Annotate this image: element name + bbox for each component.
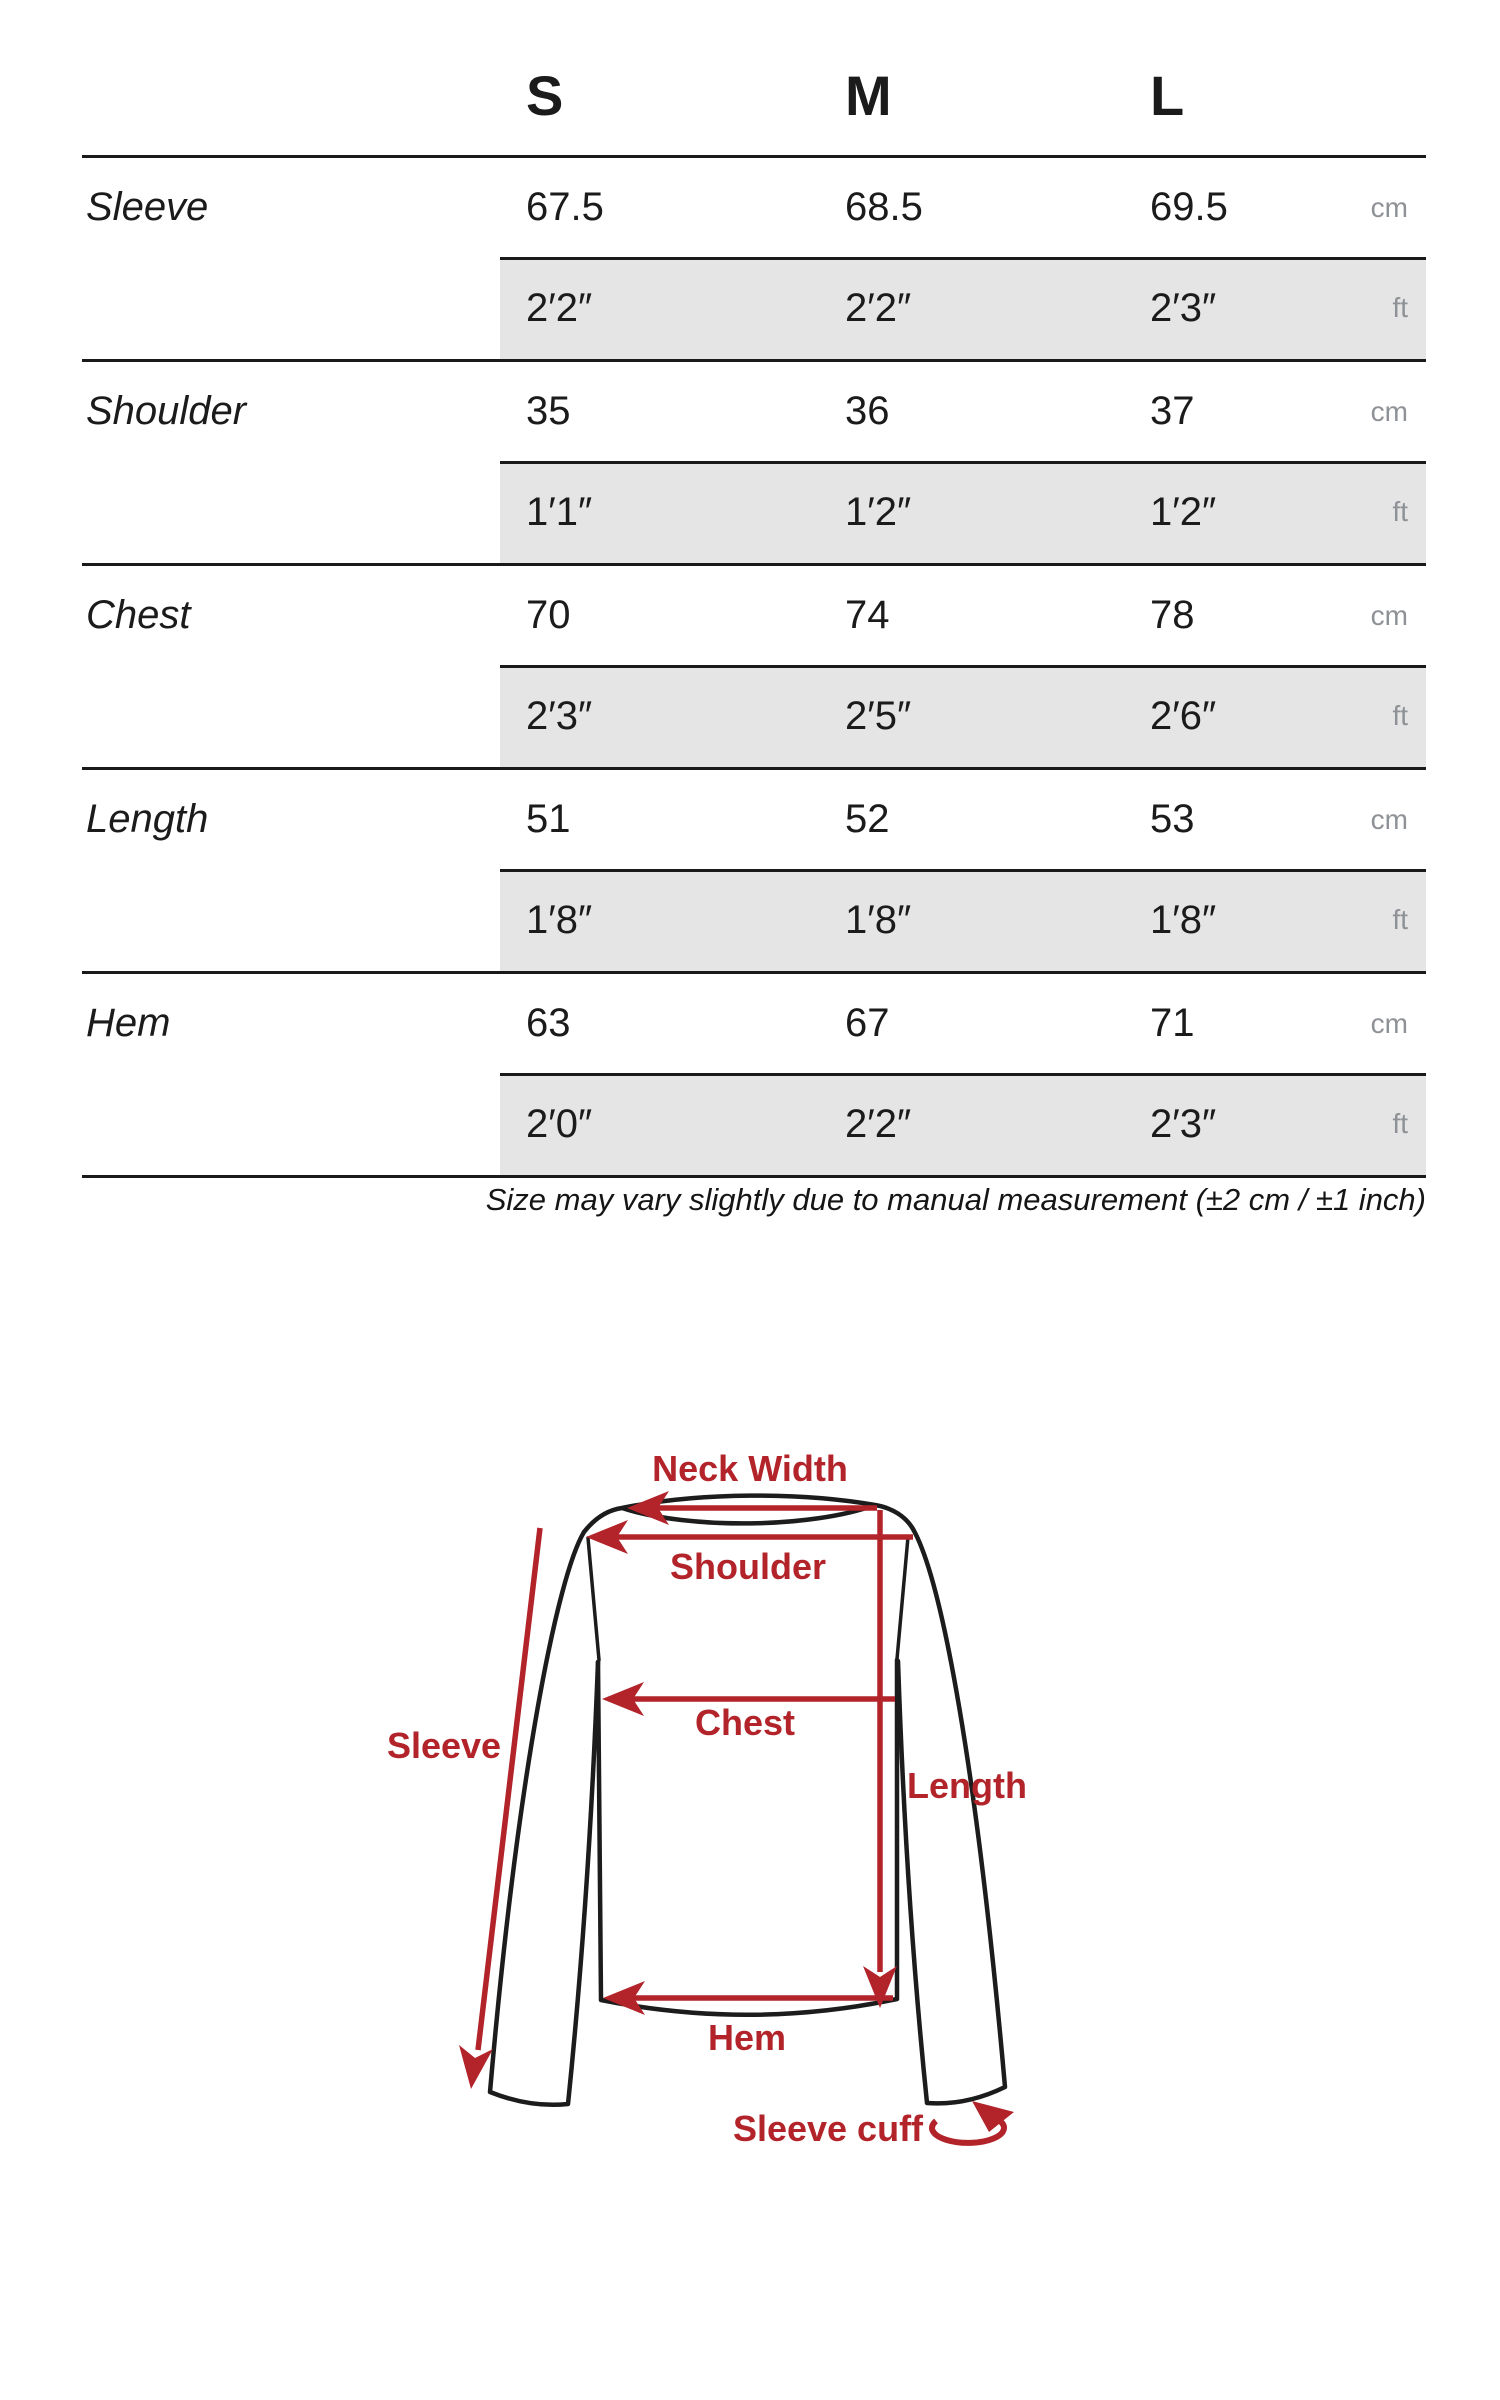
sleeve-arrowhead bbox=[459, 2045, 493, 2089]
cm-value-s: 35 bbox=[526, 389, 571, 433]
sleeve-line bbox=[478, 1528, 540, 2050]
cm-value-l: 53 bbox=[1150, 797, 1195, 841]
length-label: Length bbox=[907, 1765, 1027, 1806]
ft-value-l: 2′3″ bbox=[1150, 1102, 1217, 1146]
ft-value-s: 1′1″ bbox=[526, 490, 593, 534]
ft-value-s: 2′2″ bbox=[526, 286, 593, 330]
cm-value-s: 51 bbox=[526, 797, 571, 841]
cm-value-m: 74 bbox=[845, 593, 890, 637]
cm-value-s: 70 bbox=[526, 593, 571, 637]
size-header-m: M bbox=[845, 64, 892, 127]
size-header-l: L bbox=[1150, 64, 1185, 127]
neck-width-label: Neck Width bbox=[652, 1448, 848, 1489]
ft-unit: ft bbox=[1392, 904, 1408, 935]
sleeve-label: Sleeve bbox=[386, 1725, 502, 1766]
ft-value-l: 1′8″ bbox=[1150, 898, 1217, 942]
ft-value-m: 2′2″ bbox=[845, 1102, 912, 1146]
size-header-s: S bbox=[526, 64, 564, 127]
row-label: Length bbox=[86, 797, 209, 841]
cm-value-s: 63 bbox=[526, 1001, 571, 1045]
row-label: Hem bbox=[86, 1001, 171, 1045]
cm-unit: cm bbox=[1370, 600, 1408, 631]
cm-unit: cm bbox=[1370, 396, 1408, 427]
cm-unit: cm bbox=[1370, 1008, 1408, 1039]
ft-value-s: 1′8″ bbox=[526, 898, 593, 942]
cm-value-m: 68.5 bbox=[845, 185, 923, 229]
cm-value-l: 71 bbox=[1150, 1001, 1195, 1045]
cm-value-s: 67.5 bbox=[526, 185, 604, 229]
ft-value-l: 1′2″ bbox=[1150, 490, 1217, 534]
ft-value-l: 2′3″ bbox=[1150, 286, 1217, 330]
garment-right-sleeve bbox=[898, 1529, 1005, 2103]
ft-value-m: 1′8″ bbox=[845, 898, 912, 942]
garment-neck bbox=[584, 1496, 913, 1532]
ft-unit: ft bbox=[1392, 700, 1408, 731]
row-label: Sleeve bbox=[86, 185, 209, 229]
cm-value-m: 36 bbox=[845, 389, 890, 433]
ft-value-l: 2′6″ bbox=[1150, 694, 1217, 738]
sleeve-cuff-arrowhead bbox=[972, 2101, 1014, 2132]
sleeve-cuff-label: Sleeve cuff bbox=[732, 2108, 924, 2149]
ft-unit: ft bbox=[1392, 292, 1408, 323]
ft-unit: ft bbox=[1392, 496, 1408, 527]
cm-value-l: 37 bbox=[1150, 389, 1195, 433]
cm-value-l: 78 bbox=[1150, 593, 1195, 637]
ft-value-m: 2′2″ bbox=[845, 286, 912, 330]
measurement-annotations bbox=[387, 1448, 1027, 2149]
cm-unit: cm bbox=[1370, 804, 1408, 835]
cm-value-m: 52 bbox=[845, 797, 890, 841]
cm-value-m: 67 bbox=[845, 1001, 890, 1045]
ft-unit: ft bbox=[1392, 1108, 1408, 1139]
hem-label: Hem bbox=[707, 2017, 787, 2058]
ft-value-s: 2′3″ bbox=[526, 694, 593, 738]
ft-value-m: 1′2″ bbox=[845, 490, 912, 534]
ft-value-m: 2′5″ bbox=[845, 694, 912, 738]
ft-value-s: 2′0″ bbox=[526, 1102, 593, 1146]
measurement-note: Size may vary slightly due to manual measurement (±2 cm / ±1 inch) bbox=[485, 1182, 1426, 1217]
row-label: Shoulder bbox=[86, 389, 247, 433]
cm-unit: cm bbox=[1370, 192, 1408, 223]
row-label: Chest bbox=[86, 593, 191, 637]
cm-value-l: 69.5 bbox=[1150, 185, 1228, 229]
chest-label: Chest bbox=[694, 1702, 796, 1743]
shoulder-label: Shoulder bbox=[669, 1546, 827, 1587]
